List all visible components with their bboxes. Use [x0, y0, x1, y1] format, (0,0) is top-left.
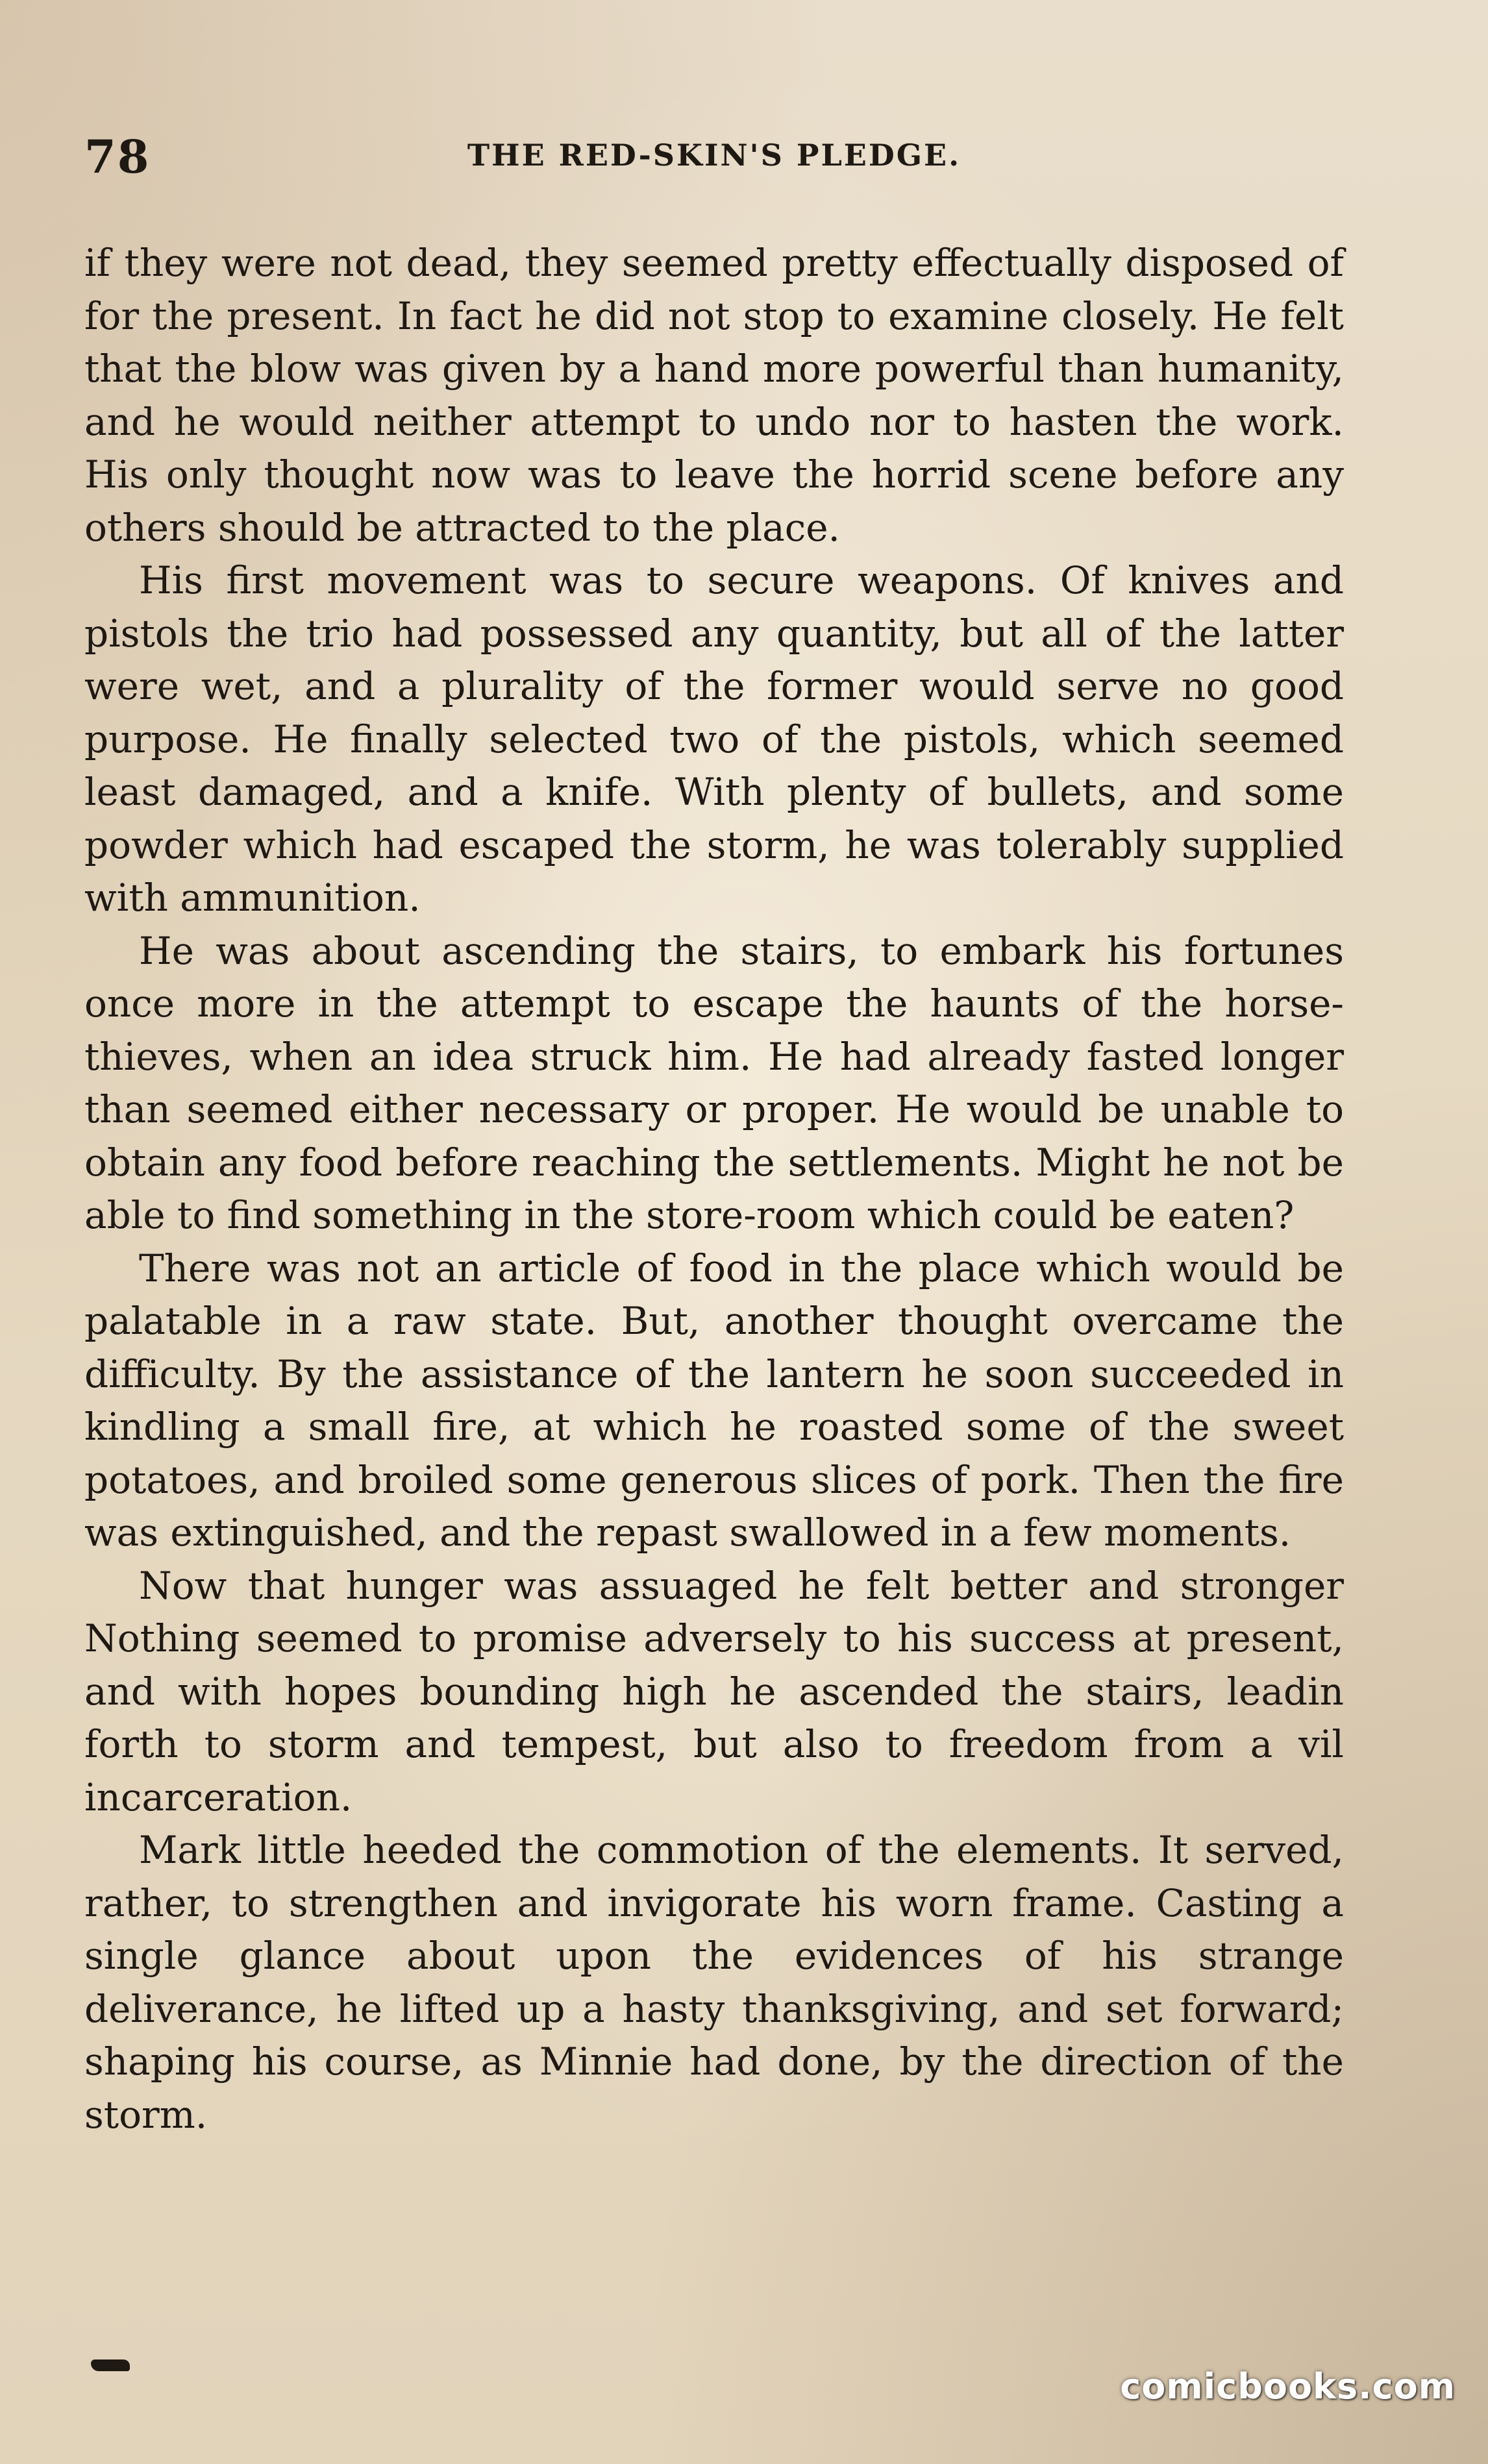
page-header [84, 130, 1344, 188]
paragraph-3: He was about ascending the stairs, to embark his fortunes once more in the attempt to escape the haunts of the horse-thieves, when an idea struck him. He had already fasted longer than seemed either necessary or proper. He would be unable to obtain any food before reaching the settlements. Might he not be able to find something in the store-room which could be eaten? [84, 928, 1344, 1237]
body-text [84, 237, 1344, 2141]
page-number: 78 [84, 130, 151, 184]
paragraph-5: Now that hunger was assuaged he felt better and stronger Nothing seemed to promise adversely to his success at present, and with hopes bounding high he ascended the stairs, leadin forth to storm and tempest, but also to freedom from a vil incarceration. [84, 1563, 1344, 1819]
paragraph-1: if they were not dead, they seemed pretty effectually disposed of for the present. In fact he did not stop to examine closely. He felt that the blow was given by a hand more powerful than humanity, and he would neither attempt to undo nor to hasten the work. His only thought now was to leave the horrid scene before any others should be attracted to the place. [84, 241, 1344, 550]
site-watermark: comicbooks.com [1120, 2366, 1456, 2407]
paragraph-2: His first movement was to secure weapons. Of knives and pistols the trio had possessed any quantity, but all of the latter were wet, and a plurality of the former would serve no good purpose. He finally selected two of the pistols, which seemed least damaged, and a knife. With plenty of bullets, and some powder which had escaped the storm, he was tolerably supplied with ammunition. [84, 558, 1344, 920]
running-title: THE RED-SKIN'S PLEDGE. [467, 138, 961, 173]
ink-mark [91, 2359, 130, 2371]
paragraph-6: Mark little heeded the commotion of the elements. It served, rather, to strengthen and invigorate his worn frame. Casting a single glance about upon the evidences of his strange deliverance, he lifted up a hasty thanksgiving, and set forward; shaping his course, as Minnie had done, by the direction of the storm. [84, 1828, 1344, 2137]
paragraph-4: There was not an article of food in the place which would be palatable in a raw state. But, another thought overcame the difficulty. By the assistance of the lantern he soon succeeded in kindling a small fire, at which he roasted some of the sweet potatoes, and broiled some generous slices of pork. Then the fire was extinguished, and the repast swallowed in a few moments. [84, 1246, 1344, 1555]
